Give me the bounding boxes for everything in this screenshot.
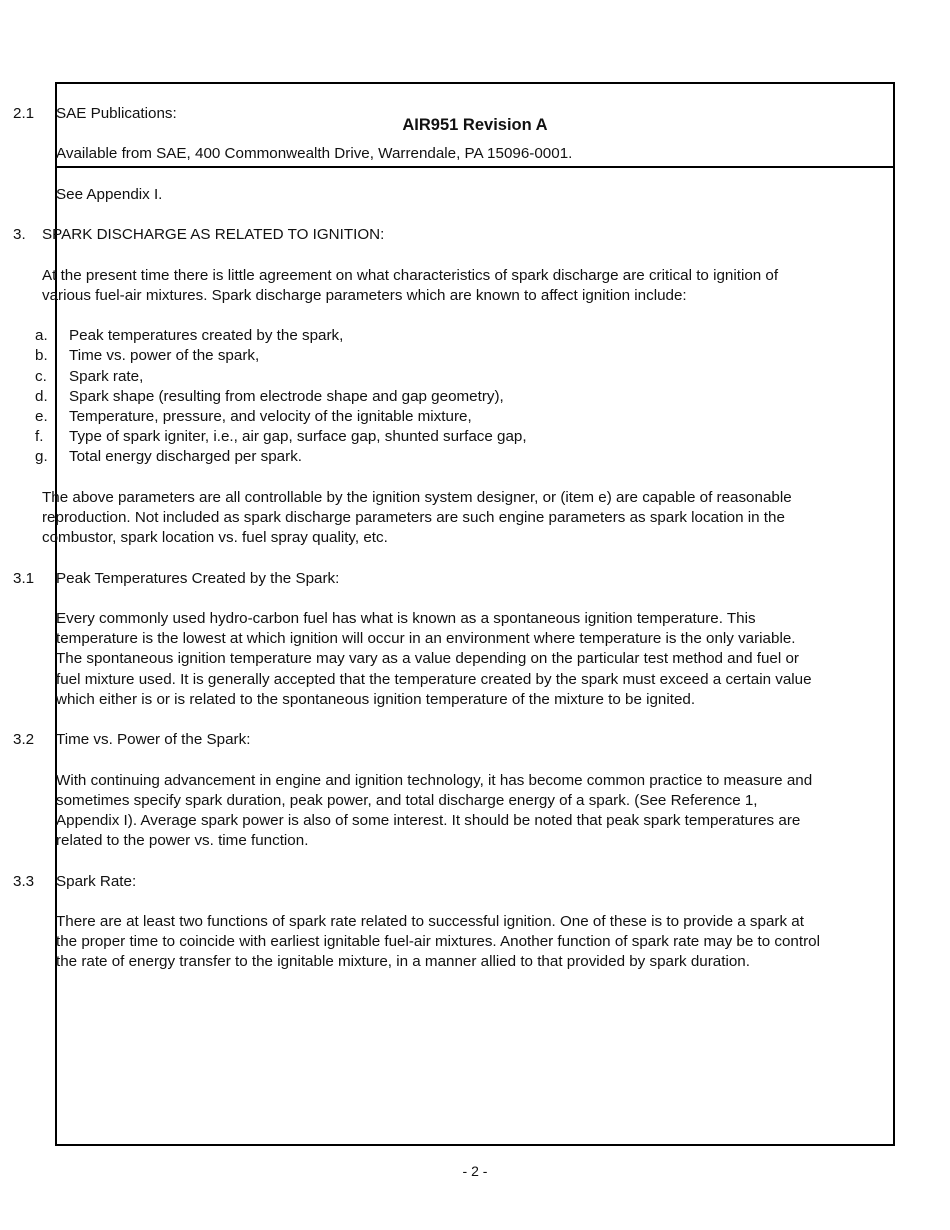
document-title: AIR951 Revision A	[402, 115, 548, 134]
paragraph: At the present time there is little agreement on what characteristics of spark discharge are critical to ignition of various fuel-air mixtures. Spark discharge parameters which are known to affect ignition include:	[42, 266, 779, 304]
section-number: 3.	[13, 226, 26, 244]
section-number: 3.1	[13, 569, 35, 587]
section-title: Time vs. Power of the Spark:	[56, 731, 251, 749]
list-letter: b.	[35, 347, 48, 365]
paragraph: See Appendix I.	[56, 185, 163, 203]
list-text: Type of spark igniter, i.e., air gap, surface gap, shunted surface gap,	[69, 428, 527, 446]
section-number: 3.3	[13, 872, 35, 890]
document-body	[13, 104, 823, 993]
paragraph: With continuing advancement in engine and ignition technology, it has become common practice to measure and sometimes specify spark duration, peak power, and total discharge energy of a spark. (See Reference 1, Appendix I). Average spark power is also of some interest. It should be noted that peak spark temperatures are related to the power vs. time function.	[56, 771, 813, 850]
list-text: Peak temperatures created by the spark,	[69, 327, 344, 345]
list-item	[13, 447, 823, 467]
paragraph: Every commonly used hydro-carbon fuel has what is known as a spontaneous ignition temperature. This temperature is the lowest at which ignition will occur in an environment where temperature is the only variable. The spontaneous ignition temperature may vary as a value depending on the particular test method and fuel or fuel mixture used. It is generally accepted that the temperature created by the spark must exceed a certain value which either is or is related to the spontaneous ignition temperature of the mixture to be ignited.	[56, 609, 812, 708]
list-item	[13, 346, 823, 366]
parameter-list	[13, 326, 823, 467]
list-letter: e.	[35, 407, 48, 425]
list-letter: a.	[35, 327, 48, 345]
paragraph: Available from SAE, 400 Commonwealth Drive, Warrendale, PA 15096-0001.	[56, 145, 573, 163]
list-letter: d.	[35, 387, 48, 405]
section-title: Spark Rate:	[56, 872, 137, 890]
paragraph: The above parameters are all controllable by the ignition system designer, or (item e) are capable of reasonable reproduction. Not included as spark discharge parameters are such engine parameters as spark location in the combustor, spark location vs. fuel spray quality, etc.	[42, 488, 792, 547]
list-item	[13, 407, 823, 427]
section-title: Peak Temperatures Created by the Spark:	[56, 569, 340, 587]
list-item	[13, 387, 823, 407]
section-3-3-heading	[13, 872, 823, 892]
list-text: Temperature, pressure, and velocity of the ignitable mixture,	[69, 407, 472, 425]
list-text: Spark shape (resulting from electrode shape and gap geometry),	[69, 387, 504, 405]
section-number: 2.1	[13, 105, 35, 122]
list-text: Spark rate,	[69, 367, 144, 385]
list-item	[13, 367, 823, 387]
list-text: Total energy discharged per spark.	[69, 448, 303, 466]
section-3-heading	[13, 225, 823, 245]
list-letter: g.	[35, 448, 48, 466]
list-item	[13, 427, 823, 447]
section-3-2-heading	[13, 730, 823, 750]
section-3-1-heading	[13, 569, 823, 589]
list-item	[13, 326, 823, 346]
section-title: SAE Publications:	[56, 105, 177, 122]
section-number: 3.2	[13, 731, 35, 749]
list-text: Time vs. power of the spark,	[69, 347, 260, 365]
list-letter: f.	[35, 428, 44, 446]
section-title: SPARK DISCHARGE AS RELATED TO IGNITION:	[42, 226, 385, 244]
page-number: - 2 -	[462, 1163, 488, 1179]
list-letter: c.	[35, 367, 47, 385]
section-2-1-heading	[13, 104, 823, 124]
paragraph: There are at least two functions of spark rate related to successful ignition. One of these is to provide a spark at the proper time to coincide with earliest ignitable fuel-air mixtures. Another function of spark rate may be to control the rate of energy transfer to the ignitable mixture, in a manner allied to that provided by spark duration.	[56, 912, 820, 971]
